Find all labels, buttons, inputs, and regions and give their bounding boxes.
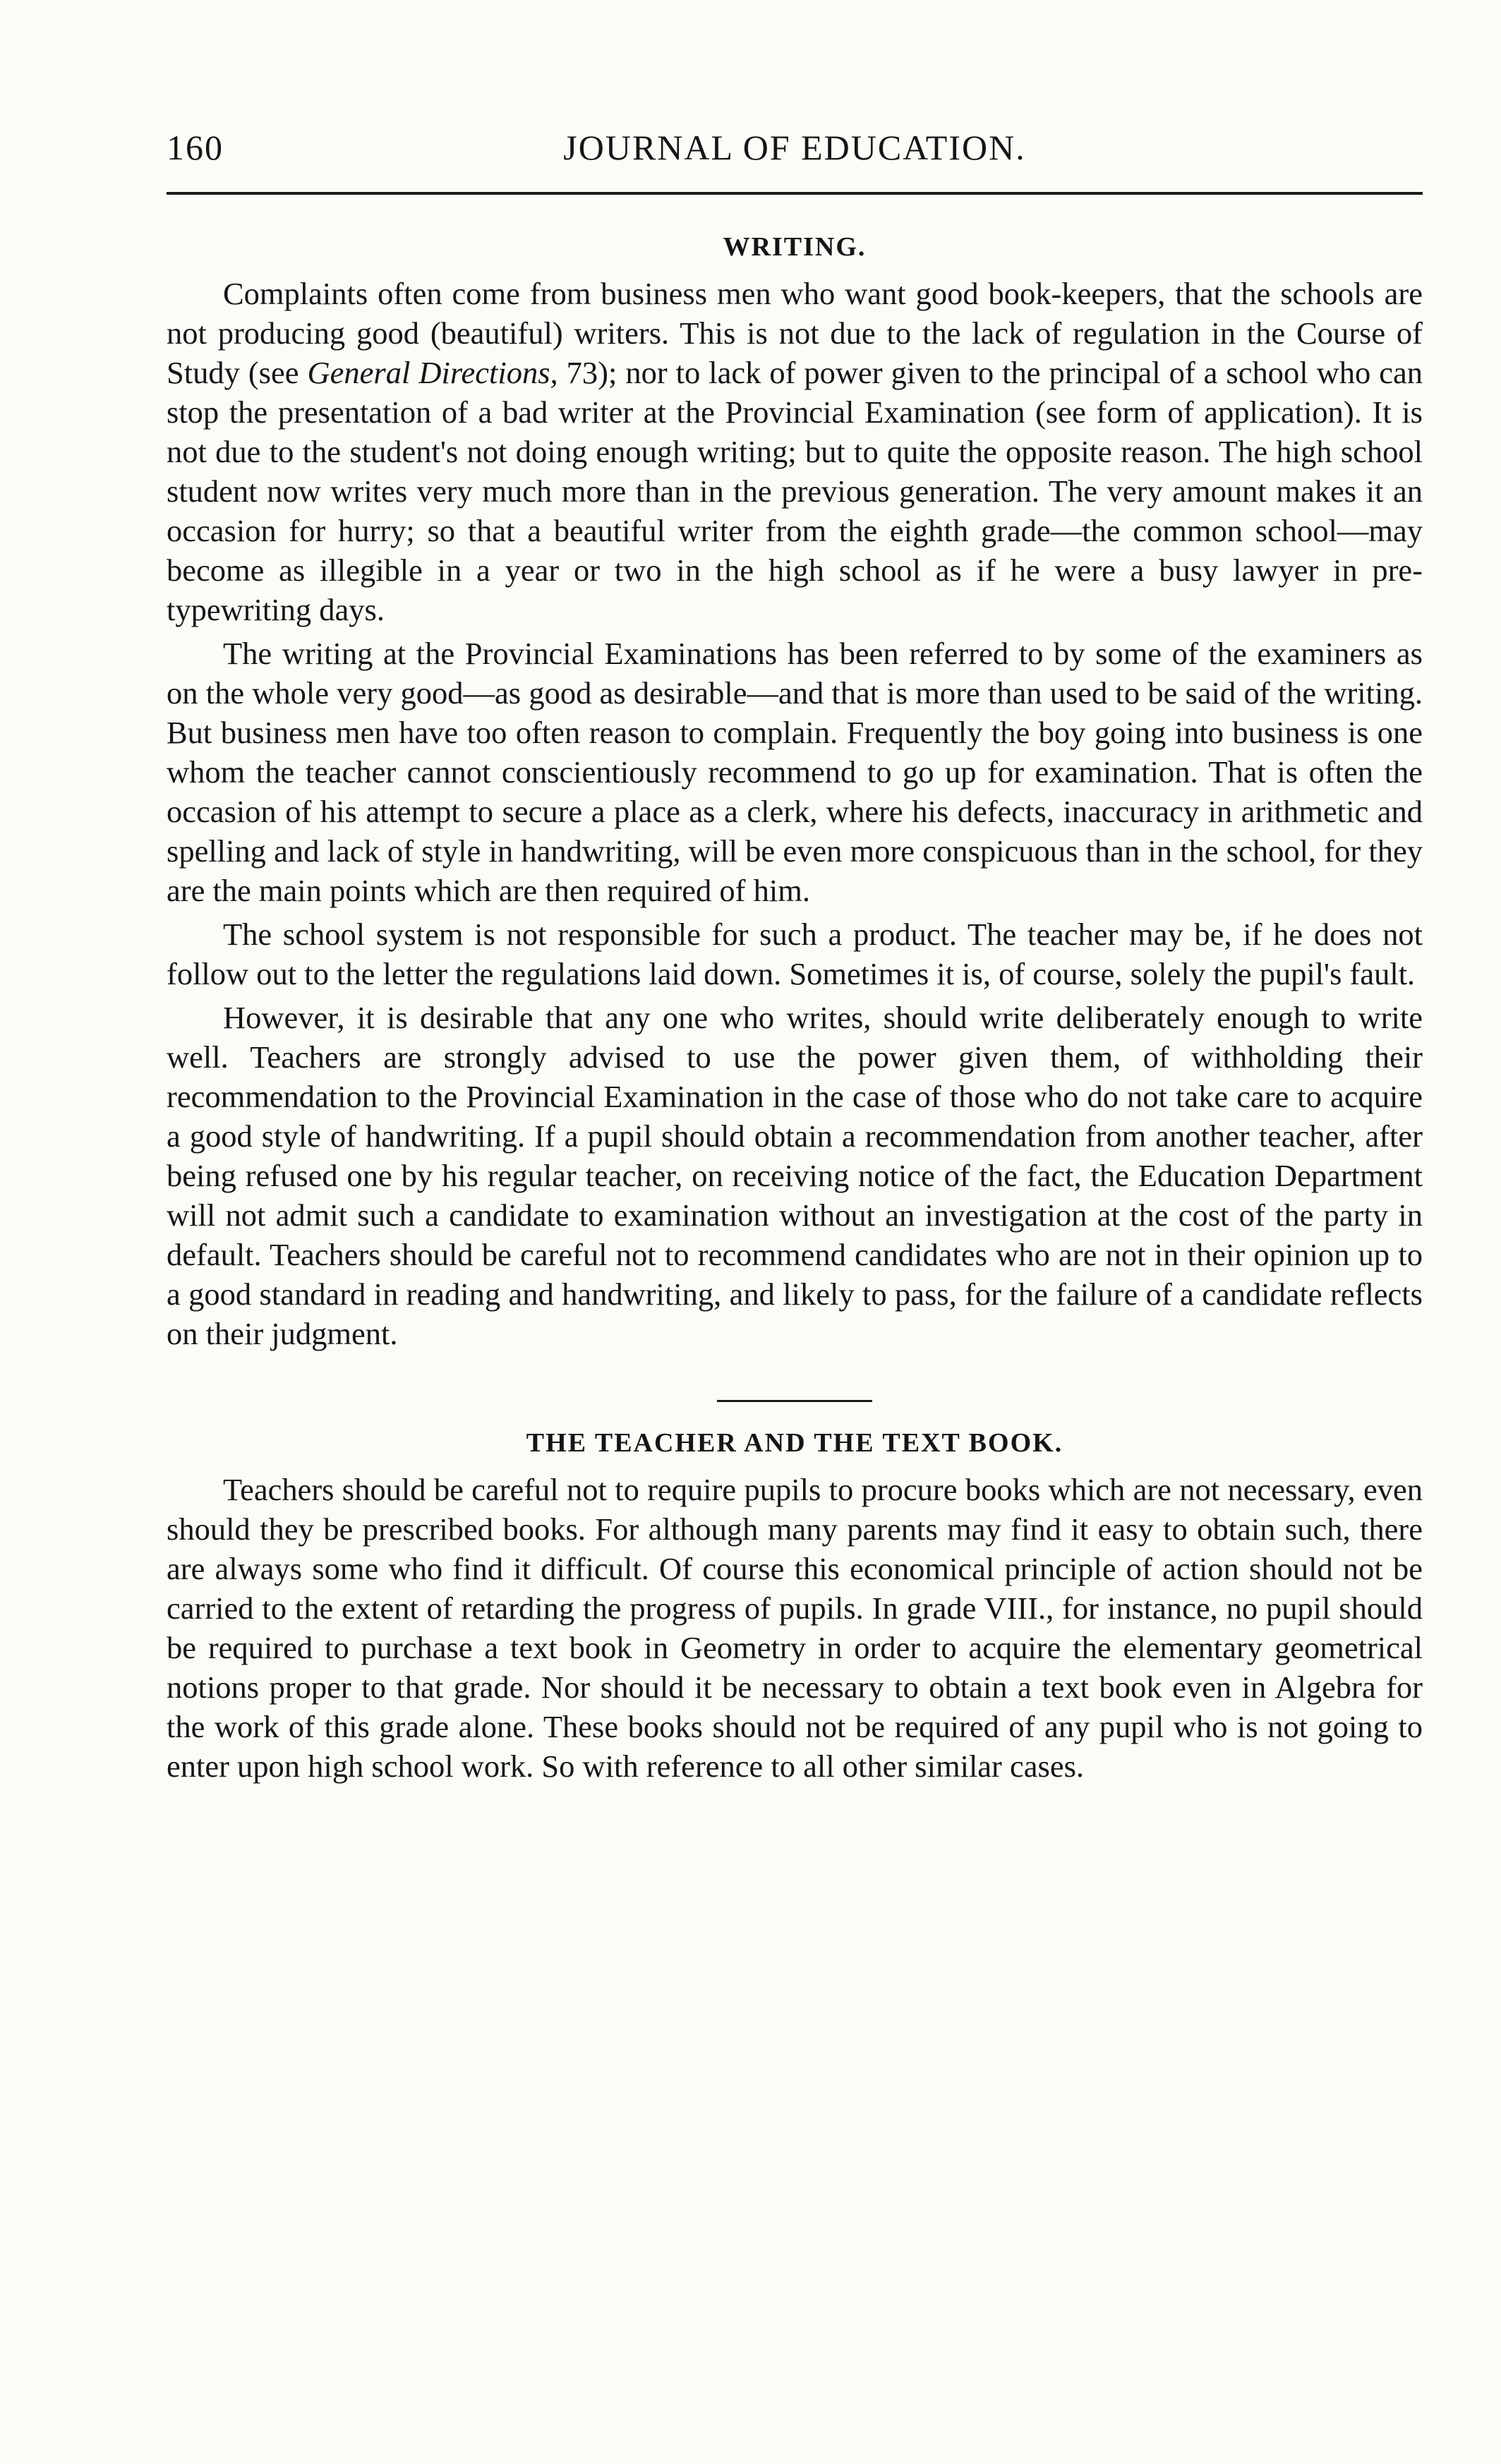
page-number: 160: [167, 128, 224, 167]
journal-page: [167, 120, 1423, 1786]
writing-paragraph-2: The writing at the Provincial Examinations has been referred to by some of the examiners as on the whole very good—as good as desirable—and that is more than used to be said of the writing. But business men have too often reason to complain. Frequently the boy going into business is one whom the teacher cannot conscientiously recommend to go up for examination. That is often the occasion of his attempt to secure a place as a clerk, where his defects, inaccuracy in arithmetic and spelling and lack of style in handwriting, will be even more conspicuous than in the school, for they are the main points which are then required of him.: [167, 636, 1423, 908]
text-book-paragraph-1: Teachers should be careful not to require pupils to procure books which are not necessary, even should they be prescribed books. For although many parents may find it easy to obtain such, there are always some who find it difficult. Of course this economical principle of action should not be carried to the extent of retarding the progress of pupils. In grade VIII., for instance, no pupil should be required to purchase a text book in Geometry in order to acquire the elementary geometrical notions proper to that grade. Nor should it be necessary to obtain a text book even in Algebra for the work of this grade alone. These books should not be required of any pupil who is not going to enter upon high school work. So with reference to all other similar cases.: [167, 1472, 1423, 1784]
writing-paragraph-4: However, it is desirable that any one who writes, should write deliberately enough to write well. Teachers are strongly advised to use the power given them, of withholding their recommendation to the Provincial Examination in the case of those who do not take care to acquire a good style of handwriting. If a pupil should obtain a recommendation from another teacher, after being refused one by his regular teacher, on receiving notice of the fact, the Education Department will not admit such a candidate to examination without an investigation at the cost of the party in default. Teachers should be careful not to recommend candidates who are not in their opinion up to a good standard in reading and handwriting, and likely to pass, for the failure of a candidate reflects on their judgment.: [167, 1000, 1423, 1351]
paragraph-text: 73); nor to lack of power given to the principal of a school who can stop the presentation of a bad writer at the Provincial Examination (see form of application). It is not due to the student's not doing enough writing; but to quite the opposite reason. The high school student now writes very much more than in the previous generation. The very amount makes it an occasion for hurry; so that a beautiful writer from the eighth grade—the common school—may become as illegible in a year or two in the high school as if he were a busy lawyer in pre-typewriting days.: [167, 355, 1423, 627]
running-head: [167, 120, 1423, 176]
section-writing: [167, 231, 1423, 1353]
journal-title: JOURNAL OF EDUCATION.: [563, 128, 1026, 167]
paragraph-text: Complaints often come from business men who want good book-keepers, that the schools are not producing good (beautiful) writers. This is not due to the lack of regulation in the Course of Study (see: [167, 276, 1423, 390]
section-title-writing: WRITING.: [723, 232, 867, 262]
header-rule: [167, 192, 1423, 195]
italic-reference: General Directions,: [307, 355, 558, 390]
writing-paragraph-3: The school system is not responsible for such a product. The teacher may be, if he does not follow out to the letter the regulations laid down. Sometimes it is, of course, solely the pupil's fault.: [167, 917, 1423, 991]
section-title-text-book: THE TEACHER AND THE TEXT BOOK.: [526, 1428, 1063, 1458]
section-text-book: [167, 1427, 1423, 1786]
writing-paragraph-1: [167, 274, 1423, 629]
section-divider: [717, 1400, 872, 1402]
